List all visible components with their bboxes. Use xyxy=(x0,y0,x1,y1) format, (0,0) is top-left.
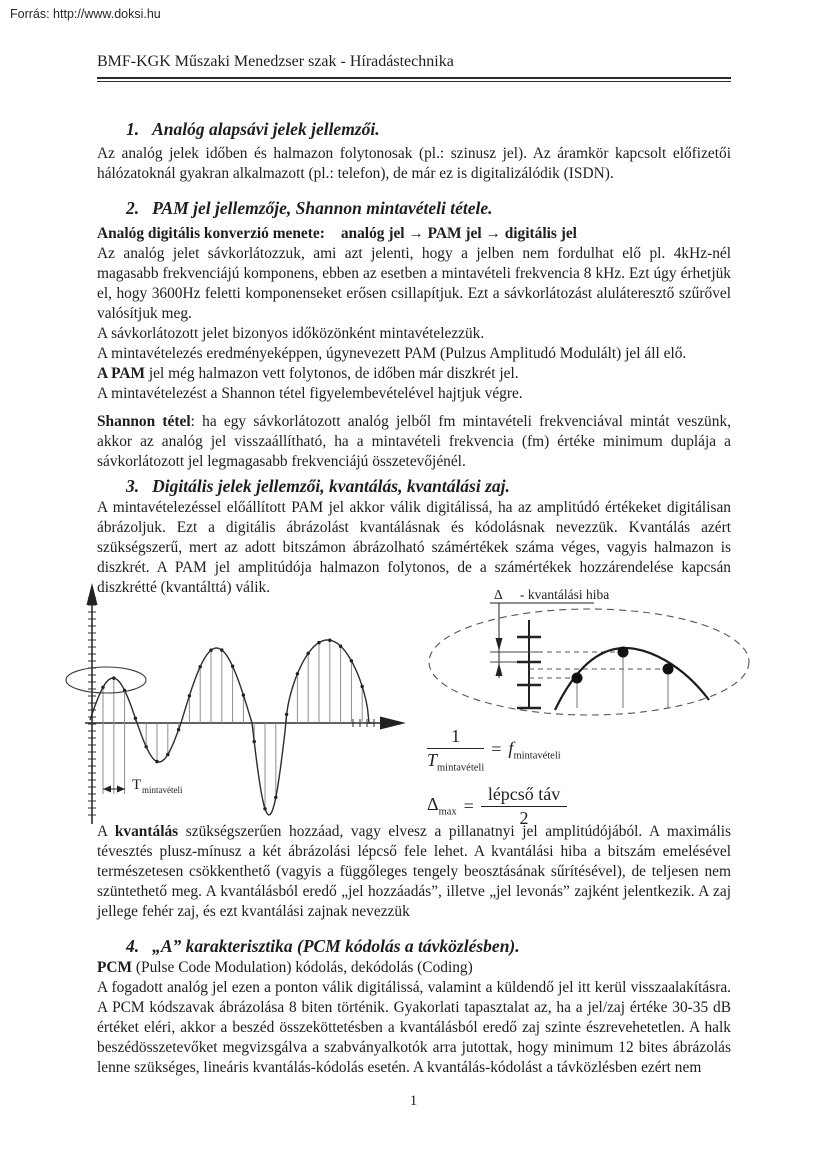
delta-label-group xyxy=(490,587,609,678)
section-title: Analóg alapsávi jelek jellemzői. xyxy=(152,119,380,139)
paragraph-pcm: A fogadott analóg jel ezen a ponton válik digitálissá, valamint a küldendő jel itt kerül visszaalakításra. A PCM kódszavak ábrázolása 8 biten történik. Gyakorlati tapasztalat az, ha a jel/zaj értéke 30-35 dB értéket eléri, akkor a beszéd összeköttetésben a kvantálásból eredő zaj szinte észrevehetetlen. A halk beszédösszetevőket megvizsgálva a szabványalkotók arra jutottak, hogy minimum 12 bites ábrázolás lenne szükséges, lineáris kvantálás-kódolás esetén. A kvantálás-kódolást a távközlésben ezért nem xyxy=(97,979,731,1076)
conversion-label: Analóg digitális konverzió menete: xyxy=(97,225,325,242)
line-sampling: A sávkorlátozott jelet bizonyos időközönként mintavételezzük. xyxy=(97,325,485,342)
page-number: 1 xyxy=(409,1093,418,1109)
section-heading-2 xyxy=(97,197,731,220)
section-number: 4. xyxy=(126,936,140,956)
section-number: 1. xyxy=(126,119,140,139)
up-arrow-icon xyxy=(496,663,503,676)
right-arrow-icon xyxy=(117,786,125,793)
upper-content xyxy=(97,52,731,598)
first-samples-highlight-ellipse xyxy=(66,667,146,693)
sampling-period-dimension xyxy=(103,777,183,795)
paragraph-quant-noise: A kvantálás szükségszerűen hozzáad, vagy elvesz a pillanatnyi jel amplitúdójából. A maximális tévesztés plusz-mínusz a két ábrázolási lépcső fele lehet. A kvantálási hiba a bitszám emelésével természetesen csökkenthető (vagyis a függőleges tengely beosztásának sűrítésével), de teljesen nem szüntethető meg. A kvantálásból eredő „jel hozzáadás”, illetve „jel levonás” zajként jelentkezik. A zaj jellege fehér zaj, és ezt kvantálási zajnak nevezzük xyxy=(97,823,731,920)
quantization-error-figure xyxy=(420,582,755,724)
time-axis xyxy=(85,717,406,730)
section-title: „A” karakterisztika (PCM kódolás a távközlésben). xyxy=(152,936,520,956)
section-title: PAM jel jellemzője, Shannon mintavételi tétele. xyxy=(152,198,493,218)
quantization-scale xyxy=(490,620,541,709)
t-sampling-subscript: mintavételi xyxy=(142,785,183,795)
section-heading-4 xyxy=(97,935,731,958)
line-pam-discrete: A PAM jel még halmazon vett folytonos, de időben már diszkrét jel. xyxy=(97,365,519,382)
line-pam-result: A mintavételezés eredményeképpen, úgynevezett PAM (Pulzus Amplitudó Modulált) jel áll elő. xyxy=(97,345,687,362)
paragraph-band-limiting: Az analóg jelet sávkorlátozzuk, ami azt jelenti, hogy a jelben nem fordulhat elő pl. 4kHz-nél magasabb frekvenciájú komponens, ebben az esetben a mintavételi frekvencia 8 kHz. Ezt úgy érhetjük el, hogy 3600Hz feletti komponenseket erősen csillapítjuk. Ezt a sávkorlátozást aluláteresztő szűrővel valósítjuk meg. xyxy=(97,245,731,322)
delta-symbol: Δ xyxy=(494,587,503,602)
down-arrow-icon xyxy=(496,638,503,651)
max-quantization-error-formula: $\Delta_{max}$ = $\frac{\text{lépcső táv}}{2}$ xyxy=(427,784,657,829)
page-header: BMF-KGK Műszaki Menedzser szak - Híradástechnika xyxy=(97,53,454,70)
source-line: Forrás: http://www.doksi.hu xyxy=(10,7,161,21)
paragraph-analog-intro: Az analóg jelek időben és halmazon folytonosak (pl.: szinusz jel). Az áramkör kapcsolt előfizetői hálózatoknál gyakran alkalmazott (pl.: telefon), de már ez is digitalizálódik (ISDN). xyxy=(97,145,731,182)
section-heading-1 xyxy=(97,118,731,141)
right-arrow-icon xyxy=(380,717,406,730)
lower-content xyxy=(97,822,731,1078)
t-sampling-label: T xyxy=(132,777,142,793)
sampled-waveform-figure xyxy=(57,578,407,828)
line-shannon-ref: A mintavételezést a Shannon tétel figyelembevételével hajtjuk végre. xyxy=(97,385,523,402)
delta-caption: - kvantálási hiba xyxy=(520,587,610,602)
section-number: 3. xyxy=(126,476,140,496)
header-rule xyxy=(97,77,731,82)
line-pcm-definition: PCM (Pulse Code Modulation) kódolás, dekódolás (Coding) xyxy=(97,959,473,976)
section-number: 2. xyxy=(126,198,140,218)
conversion-chain: analóg jel → PAM jel → digitális jel xyxy=(340,225,577,242)
formulas-block xyxy=(427,726,657,829)
paragraph-shannon-theorem: Shannon tétel: ha egy sávkorlátozott analóg jelből fm mintavételi frekvenciával mintát veszünk, akkor az analóg jel visszaállítható, ha a mintavételi frekvencia (fm) értéke minimum duplája a sávkorlátozott jel legmagasabb frekvenciájú összetevőjénél. xyxy=(97,413,731,470)
paragraph-quantization: A mintavételezéssel előállított PAM jel akkor válik digitálissá, ha az amplitúdó értékeket digitálisan ábrázoljuk. Ezt a digitális ábrázolást kvantálásnak és kódolásnak nevezzük. Kvantálás azért szükségszerű, mert az adott bitszámon ábrázolható számértékek száma véges, vagyis halmazon is diszkrét. A PAM jel amplitúdója halmazon folytonos, de a számértékek hozzárendelése kapcsán diszkrétté (kvantálttá) válik. xyxy=(97,499,731,596)
section-heading-3 xyxy=(97,475,731,498)
left-arrow-icon xyxy=(103,786,111,793)
sampling-frequency-formula: $\frac{1}{T_{mintavételi}}$ = $f_{mintavételi}$ xyxy=(427,726,561,774)
up-arrow-icon xyxy=(87,583,98,605)
conversion-steps-line xyxy=(97,224,731,244)
section-title: Digitális jelek jellemzői, kvantálás, kvantálási zaj. xyxy=(152,476,510,496)
